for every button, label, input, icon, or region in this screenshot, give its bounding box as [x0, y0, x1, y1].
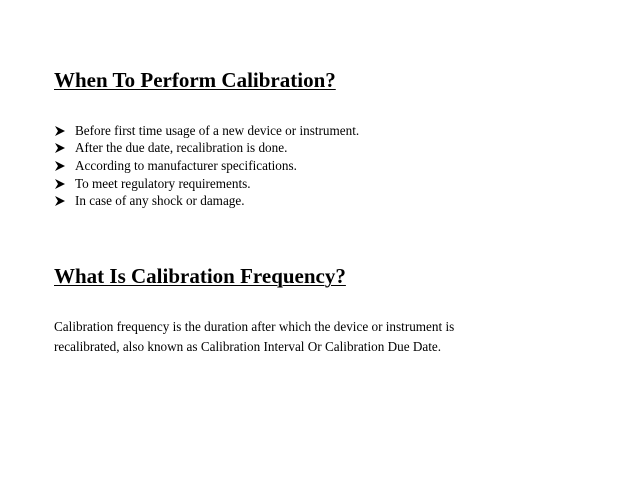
list-item-text: In case of any shock or damage.	[75, 193, 245, 209]
paragraph-line: Calibration frequency is the duration after which the device or instrument is	[54, 319, 455, 334]
list-item-text: Before first time usage of a new device or instrument.	[75, 122, 360, 138]
list-item-text: According to manufacturer specifications.	[75, 157, 297, 173]
calibration-frequency-paragraph	[54, 317, 524, 356]
list-item	[54, 192, 359, 210]
list-item	[54, 157, 359, 175]
section-heading-when-to-perform: When To Perform Calibration?	[54, 68, 336, 92]
arrowhead-bullet-icon	[54, 125, 66, 137]
arrowhead-bullet-icon	[54, 195, 66, 207]
arrowhead-bullet-icon	[54, 178, 66, 190]
list-item	[54, 122, 359, 140]
list-item-text: To meet regulatory requirements.	[75, 175, 251, 191]
calibration-timing-list	[54, 122, 359, 210]
paragraph-line: recalibrated, also known as Calibration Interval Or Calibration Due Date.	[54, 338, 442, 354]
section-heading-calibration-frequency: What Is Calibration Frequency?	[54, 264, 346, 288]
list-item	[54, 140, 359, 158]
list-item-text: After the due date, recalibration is done.	[75, 140, 288, 156]
arrowhead-bullet-icon	[54, 142, 66, 154]
list-item	[54, 175, 359, 193]
arrowhead-bullet-icon	[54, 160, 66, 172]
